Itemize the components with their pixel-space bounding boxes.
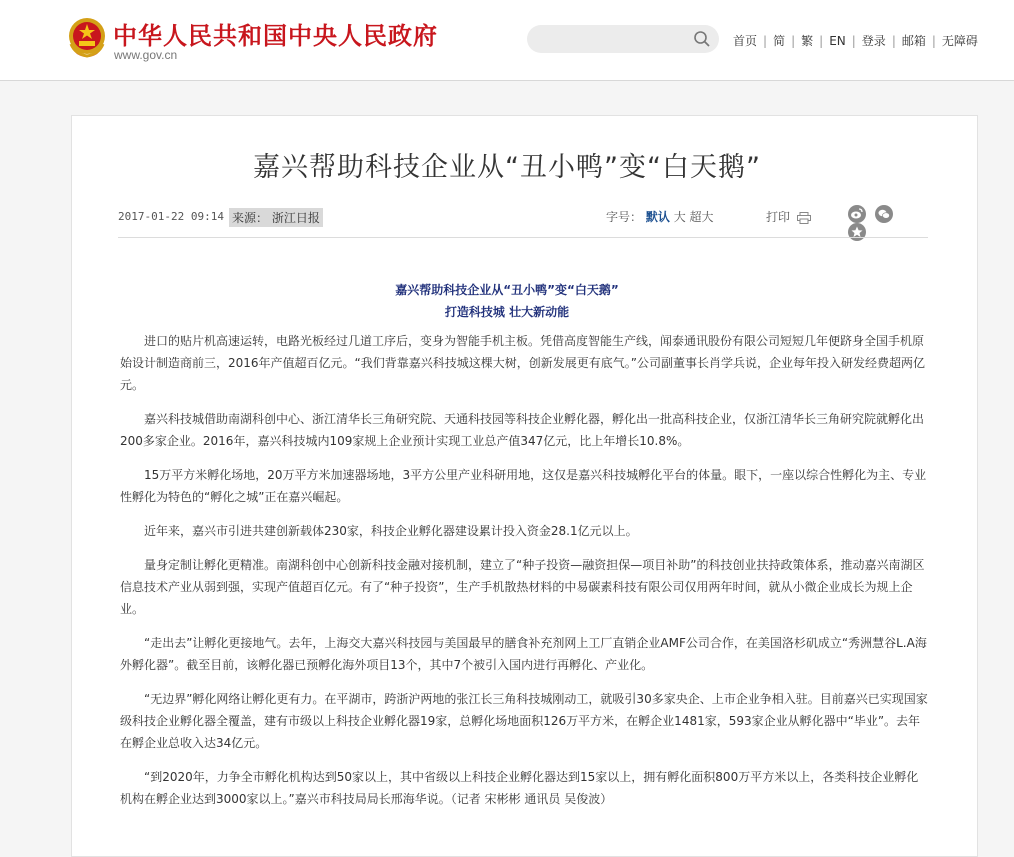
nav-separator: | [931,34,936,48]
nav-separator: | [791,34,796,48]
favorite-star-icon[interactable] [848,223,866,241]
nav-separator: | [851,34,856,48]
paragraph: 量身定制让孵化更精准。南湖科创中心创新科技金融对接机制，建立了“种子投资—融资担保—项目补助”的科技创业扶持政策体系，推动嘉兴南湖区信息技术产业从弱到强，实现产值超百亿元。有了“种子投资”，生产手机散热材料的中易碳素科技有限公司仅用两年时间，就从小微企业成长为规上企业。 [120,558,925,616]
nav-separator: | [891,34,896,48]
publish-date: 2017-01-22 09:14 [118,210,224,223]
paragraph: 15万平方米孵化场地，20万平方米加速器场地，3平方公里产业科研用地，这仅是嘉兴科技城孵化平台的体量。眼下，一座以综合性孵化为主、专业性孵化为特色的“孵化之城”正在嘉兴崛起。 [120,468,927,504]
font-size-default[interactable]: 默认 [645,210,670,224]
article-title: 嘉兴帮助科技企业从“丑小鸭”变“白天鹅” [253,152,761,183]
print-label: 打印 [766,210,791,224]
article-source: 来源： 浙江日报 [229,208,323,227]
article-subtitle: 嘉兴帮助科技企业从“丑小鸭”变“白天鹅” [395,283,619,297]
font-size-label: 字号： [606,210,643,224]
nav-home[interactable]: 首页 [733,34,758,48]
paragraph: 进口的贴片机高速运转，电路光板经过几道工序后，变身为智能手机主板。凭借高度智能生产线，闻泰通讯股份有限公司短短几年便跻身全国手机原始设计制造商前三，2016年产值超百亿元。“我们背靠嘉兴科技城这棵大树，创新发展更有底气。”公司副董事长肖学兵说，企业每年投入研发经费超两亿元。 [120,334,925,392]
site-header [0,0,1014,81]
national-emblem-icon[interactable] [67,16,107,62]
meta-divider [118,237,928,238]
paragraph: 近年来，嘉兴市引进共建创新载体230家，科技企业孵化器建设累计投入资金28.1亿元以上。 [144,524,638,538]
weibo-icon[interactable] [848,205,866,223]
article-body [120,330,928,822]
nav-separator: | [763,34,768,48]
paragraph: “走出去”让孵化更接地气。去年，上海交大嘉兴科技园与美国最早的膳食补充剂网上工厂直销企业AMF公司合作，在美国洛杉矶成立“秀洲慧谷L.A海外孵化器”。截至目前，该孵化器已预孵化海外项目13个，其中7个被引入国内进行再孵化、产业化。 [120,636,927,672]
nav-accessibility[interactable]: 无障碍 [941,34,978,48]
search-input[interactable] [539,29,693,51]
nav-mailbox[interactable]: 邮箱 [901,34,926,48]
search-box[interactable] [527,25,719,53]
wechat-icon[interactable] [875,205,893,223]
nav-traditional[interactable]: 繁 [801,34,814,48]
article-subtitle-secondary: 打造科技城 壮大新动能 [444,305,570,319]
search-icon[interactable] [693,30,711,48]
site-title[interactable]: 中华人民共和国中央人民政府 [113,22,438,50]
nav-login[interactable]: 登录 [861,34,886,48]
nav-simplified[interactable]: 简 [773,34,786,48]
font-size-xlarge[interactable]: 超大 [689,210,714,224]
nav-separator: | [819,34,824,48]
share-bar [848,205,928,241]
paragraph: “到2020年，力争全市孵化机构达到50家以上，其中省级以上科技企业孵化器达到15家以上，拥有孵化面积800万平方米以上，各类科技企业孵化机构在孵企业达到3000家以上。”嘉兴市科技局局长邢海华说。（记者 宋彬彬 通讯员 吴俊波） [120,770,919,806]
font-size-control [606,208,714,225]
top-nav [733,32,978,49]
printer-icon [797,212,811,224]
nav-english[interactable]: EN [829,34,846,48]
paragraph: 嘉兴科技城借助南湖科创中心、浙江清华长三角研究院、天通科技园等科技企业孵化器，孵化出一批高科技企业，仅浙江清华长三角研究院就孵化出200多家企业。2016年，嘉兴科技城内109家规上企业预计实现工业总产值347亿元，比上年增长10.8%。 [120,412,925,448]
site-url: www.gov.cn [114,48,178,62]
font-size-large[interactable]: 大 [673,210,686,224]
print-button[interactable] [766,208,811,225]
paragraph: “无边界”孵化网络让孵化更有力。在平湖市，跨浙沪两地的张江长三角科技城刚动工，就吸引30多家央企、上市企业争相入驻。目前嘉兴已实现国家级科技企业孵化器全覆盖，建有市级以上科技企业孵化器19家，总孵化场地面积126万平方米，在孵企业1481家，593家企业从孵化器中“毕业”。去年在孵企业总收入达34亿元。 [120,692,928,750]
article-meta [118,208,928,230]
